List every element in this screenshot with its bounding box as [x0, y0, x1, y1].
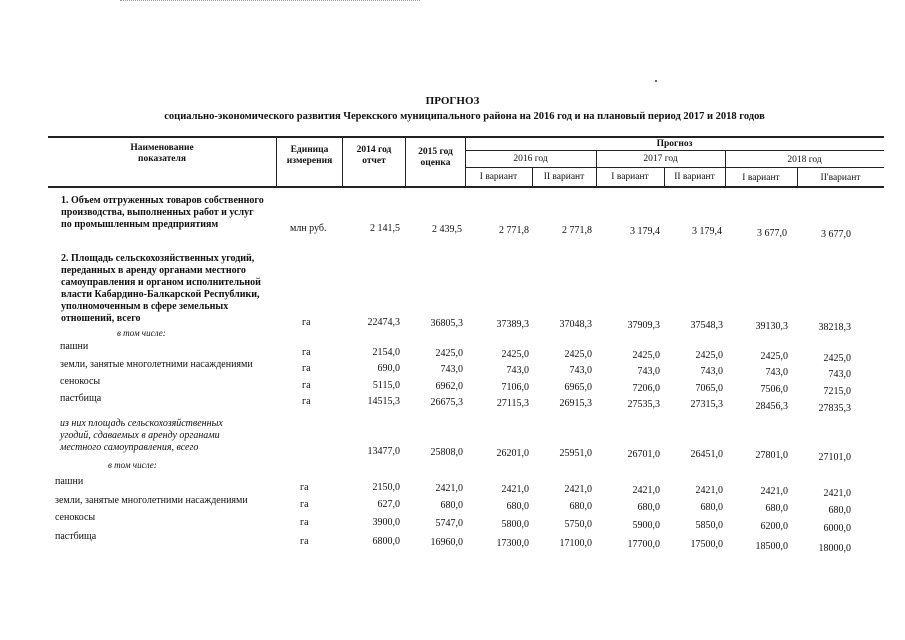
- value-2017-v1: 680,0: [637, 502, 660, 513]
- value-2014: 2154,0: [372, 347, 400, 358]
- scan-mark: [655, 80, 657, 82]
- value-2015: 5747,0: [435, 518, 463, 529]
- value-2016-v1: 37389,3: [496, 319, 529, 330]
- years-under-rule: [465, 167, 884, 168]
- row-unit: га: [302, 317, 311, 328]
- value-2017-v2: 3 179,4: [692, 226, 722, 237]
- row-label-hayfields: сенокосы: [60, 376, 101, 387]
- value-2016-v1: 26201,0: [496, 448, 529, 459]
- header-forecast: Прогноз: [656, 139, 693, 149]
- value-2018-v2: 18000,0: [818, 543, 851, 554]
- value-2018-v1: 7506,0: [760, 384, 788, 395]
- value-2018-v2: 7215,0: [823, 386, 851, 397]
- row-label-hayfields: сенокосы: [55, 512, 96, 523]
- value-2017-v2: 743,0: [700, 366, 723, 377]
- row-unit: га: [300, 517, 309, 528]
- value-2016-v2: 2421,0: [564, 484, 592, 495]
- row-label-perennial: земли, занятые многолетними насаждениями: [60, 359, 253, 370]
- value-2017-v1: 743,0: [637, 366, 660, 377]
- value-2017-v1: 17700,0: [627, 539, 660, 550]
- header-2018: 2018 год: [787, 155, 822, 165]
- value-2018-v1: 3 677,0: [757, 228, 787, 239]
- value-2018-v1: 28456,3: [755, 401, 788, 412]
- value-2017-v2: 2421,0: [695, 485, 723, 496]
- value-2016-v1: 7106,0: [501, 382, 529, 393]
- value-2014: 13477,0: [367, 446, 400, 457]
- value-2015: 2425,0: [435, 348, 463, 359]
- value-2016-v2: 680,0: [569, 501, 592, 512]
- value-2018-v1: 6200,0: [760, 521, 788, 532]
- value-2016-v1: 2425,0: [501, 349, 529, 360]
- value-2017-v1: 7206,0: [632, 383, 660, 394]
- header-2016-v2: II вариант: [543, 172, 585, 182]
- value-2017-v2: 680,0: [700, 502, 723, 513]
- row-unit: га: [302, 380, 311, 391]
- row-label-pastures: пастбища: [55, 531, 97, 542]
- value-2017-v1: 2421,0: [632, 485, 660, 496]
- value-2014: 22474,3: [367, 317, 400, 328]
- forecast-under-rule: [465, 150, 884, 151]
- value-2016-v2: 25951,0: [559, 448, 592, 459]
- value-2015: 36805,3: [430, 318, 463, 329]
- header-2017-v1: I вариант: [611, 172, 649, 182]
- value-2018-v1: 743,0: [765, 367, 788, 378]
- value-2015: 680,0: [440, 500, 463, 511]
- value-2017-v2: 7065,0: [695, 383, 723, 394]
- value-2016-v1: 2421,0: [501, 484, 529, 495]
- header-2017: 2017 год: [643, 154, 678, 164]
- value-2015: 6962,0: [435, 381, 463, 392]
- value-2018-v2: 6000,0: [823, 523, 851, 534]
- row-unit: га: [300, 482, 309, 493]
- value-2018-v2: 27835,3: [818, 403, 851, 414]
- value-2017-v2: 27315,3: [690, 399, 723, 410]
- row-unit: га: [302, 363, 311, 374]
- header-bottom-rule: [48, 186, 884, 188]
- header-2018-v2: II'вариант: [820, 173, 861, 183]
- row-unit: га: [302, 347, 311, 358]
- value-2015: 16960,0: [430, 537, 463, 548]
- header-name: Наименование показателя: [130, 143, 194, 164]
- value-2018-v1: 18500,0: [755, 541, 788, 552]
- page-title: ПРОГНОЗ: [425, 95, 480, 107]
- row-label-including: в том числе:: [108, 460, 157, 470]
- value-2014: 5115,0: [372, 380, 400, 391]
- value-2015: 743,0: [440, 364, 463, 375]
- row-unit: га: [300, 536, 309, 547]
- value-2018-v1: 2425,0: [760, 351, 788, 362]
- value-2014: 2150,0: [372, 482, 400, 493]
- value-2018-v1: 2421,0: [760, 486, 788, 497]
- value-2018-v1: 680,0: [765, 503, 788, 514]
- header-2015: 2015 год оценка: [418, 147, 453, 168]
- row-unit: га: [300, 499, 309, 510]
- row-label-perennial: земли, занятые многолетними насаждениями: [55, 495, 248, 506]
- value-2017-v2: 5850,0: [695, 520, 723, 531]
- header-unit: Единица измерения: [286, 145, 333, 166]
- value-2017-v2: 26451,0: [690, 449, 723, 460]
- value-2018-v2: 2421,0: [823, 488, 851, 499]
- scan-mark: [120, 0, 420, 2]
- value-2018-v2: 743,0: [828, 369, 851, 380]
- value-2016-v2: 2425,0: [564, 349, 592, 360]
- value-2015: 26675,3: [430, 397, 463, 408]
- value-2017-v1: 26701,0: [627, 449, 660, 460]
- value-2016-v2: 6965,0: [564, 382, 592, 393]
- value-2014: 3900,0: [372, 517, 400, 528]
- row-label-agri-area: 2. Площадь сельскохозяйственных угодий, переданных в аренду органами местного самоуправления и органом исполнительной власти Кабардино-Балкарской Республики, уполномоченным в сфере земельных отношений, всего: [61, 253, 261, 324]
- value-2017-v2: 17500,0: [690, 539, 723, 550]
- value-2017-v2: 2425,0: [695, 350, 723, 361]
- value-2017-v2: 37548,3: [690, 320, 723, 331]
- value-2018-v2: 27101,0: [818, 452, 851, 463]
- row-unit: га: [302, 396, 311, 407]
- value-2016-v2: 37048,3: [559, 319, 592, 330]
- value-2015: 2421,0: [435, 483, 463, 494]
- value-2014: 14515,3: [367, 396, 400, 407]
- header-2018-v1: I вариант: [742, 173, 780, 183]
- row-unit: млн руб.: [290, 223, 327, 234]
- row-label-arable: пашни: [60, 341, 89, 352]
- header-2016-v1: I вариант: [479, 172, 518, 182]
- value-2016-v1: 5800,0: [501, 519, 529, 530]
- value-2016-v1: 17300,0: [496, 538, 529, 549]
- value-2017-v1: 5900,0: [632, 520, 660, 531]
- value-2017-v1: 37909,3: [627, 320, 660, 331]
- value-2018-v1: 27801,0: [755, 450, 788, 461]
- value-2014: 6800,0: [372, 536, 400, 547]
- value-2016-v2: 743,0: [569, 365, 592, 376]
- value-2016-v2: 2 771,8: [562, 225, 592, 236]
- value-2018-v2: 2425,0: [823, 353, 851, 364]
- value-2014: 2 141,5: [370, 223, 400, 234]
- value-2014: 690,0: [377, 363, 400, 374]
- value-2018-v1: 39130,3: [755, 321, 788, 332]
- header-2014: 2014 год отчет: [356, 145, 392, 166]
- value-2018-v2: 680,0: [828, 505, 851, 516]
- value-2016-v1: 27115,3: [496, 398, 529, 409]
- row-label-pastures: пастбища: [60, 393, 102, 404]
- row-label-including: в том числе:: [117, 328, 166, 338]
- value-2016-v2: 26915,3: [559, 398, 592, 409]
- value-2016-v1: 743,0: [506, 365, 529, 376]
- value-2015: 25808,0: [430, 447, 463, 458]
- value-2017-v1: 3 179,4: [630, 226, 660, 237]
- value-2016-v1: 2 771,8: [499, 225, 529, 236]
- value-2018-v2: 3 677,0: [821, 229, 851, 240]
- row-label-shipped-goods: 1. Объем отгруженных товаров собственного производства, выполненных работ и услуг по промышленным предприятиям: [61, 195, 264, 230]
- value-2017-v1: 2425,0: [632, 350, 660, 361]
- row-label-arable: пашни: [55, 476, 84, 487]
- value-2015: 2 439,5: [432, 224, 462, 235]
- value-2016-v2: 5750,0: [564, 519, 592, 530]
- value-2017-v1: 27535,3: [627, 399, 660, 410]
- value-2016-v1: 680,0: [506, 501, 529, 512]
- value-2016-v2: 17100,0: [559, 538, 592, 549]
- value-2018-v2: 38218,3: [818, 322, 851, 333]
- value-2014: 627,0: [377, 499, 400, 510]
- header-top-rule: [48, 136, 884, 138]
- page-subtitle: социально-экономического развития Черекского муниципального района на 2016 год и на плановый период 2017 и 2018 годов: [164, 111, 765, 122]
- header-2016: 2016 год: [513, 154, 548, 164]
- row-label-municipal-lease: из них площадь сельскохозяйственных угодий, сдаваемых в аренду органами местного самоуправления, всего: [60, 418, 223, 453]
- header-2017-v2: II вариант: [674, 172, 715, 182]
